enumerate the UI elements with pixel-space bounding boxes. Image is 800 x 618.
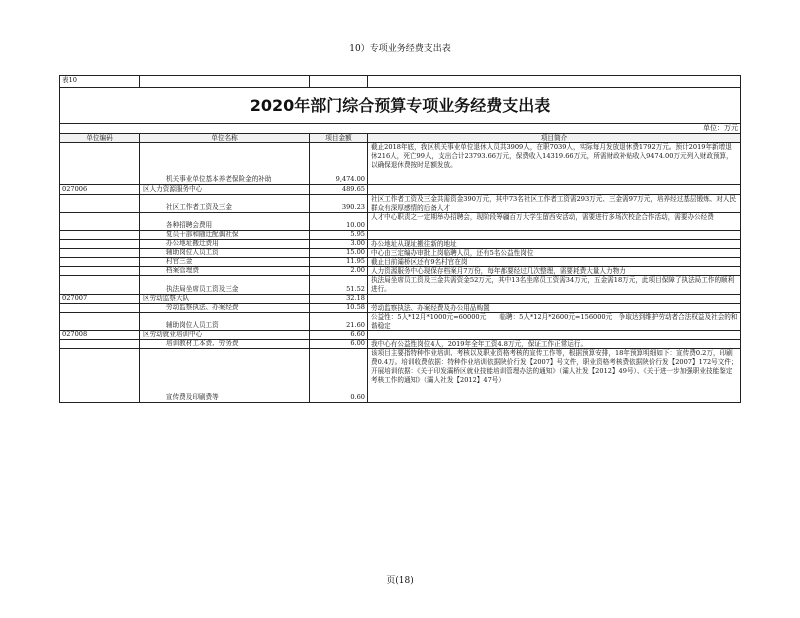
column-header: 单位名称	[140, 134, 310, 143]
amount-cell: 2.00	[310, 267, 368, 276]
unit-name-cell: 辅助岗位人员工资	[140, 249, 310, 258]
unit-name-cell: 办公地址搬迁费用	[140, 240, 310, 249]
unit-name-cell: 宣传费及印刷费等	[140, 349, 310, 403]
column-header: 单位编码	[60, 134, 140, 143]
page-footer: 页(18)	[386, 576, 414, 586]
table-row	[60, 249, 741, 258]
description-cell: 人才中心职责之一定期举办招聘会，现阶段筹疆百万大学生留西安活动，需要进行多场次校企合作活动，需要办公经费	[368, 213, 741, 231]
amount-cell: 3.00	[310, 240, 368, 249]
table-row	[60, 295, 741, 304]
unit-code-cell	[60, 240, 140, 249]
unit-code-cell	[60, 195, 140, 213]
unit-code-cell	[60, 267, 140, 276]
description-cell: 社区工作者工资及三金共需资金390万元，其中73名社区工作者工资需293万元、三金需97万元，培养经过基层锻炼、对人民群众有深厚感情的后备人才	[368, 195, 741, 213]
budget-table	[59, 75, 741, 403]
table-row	[60, 231, 741, 240]
table-row	[60, 267, 741, 276]
unit-code-cell: 027006	[60, 185, 140, 195]
table-row	[60, 276, 741, 295]
amount-cell: 10.00	[310, 213, 368, 231]
amount-cell: 15.00	[310, 249, 368, 258]
unit-name-cell: 区人力资源服务中心	[140, 185, 310, 195]
unit-code-cell	[60, 213, 140, 231]
unit-code-cell	[60, 258, 140, 267]
column-header: 项目简介	[368, 134, 741, 143]
unit-name-cell: 档案管理费	[140, 267, 310, 276]
description-cell: 我中心有公益性岗位4人，2019年全年工资4.8万元，保证工作正常运行。	[368, 340, 741, 349]
description-cell	[368, 231, 741, 240]
description-cell: 执法局坐席员工资及三金共需资金52万元，其中13名坐席员工资需34万元，五金需18万元，此项目保障了执法局工作的顺利进行。	[368, 276, 741, 295]
table-row	[60, 143, 741, 185]
amount-cell: 0.60	[310, 349, 368, 403]
title-row	[60, 88, 741, 124]
unit-code-cell: 027007	[60, 295, 140, 304]
description-cell: 截止2018年底，我区机关事业单位退休人员共3909人，在职7039人，实际每月发放退休费1792万元。预计2019年新增退休216人，死亡99人，支出合计23793.66万元，保费收入14319.66万元，所需财政补贴收入9474.00万元列入财政预算，以确保退休费按时足额发放。	[368, 143, 741, 185]
blank-cell	[310, 76, 368, 88]
table-row	[60, 340, 741, 349]
description-cell: 人力资源服务中心现保存档案月7万份，每年都要经过几次整理，需要耗费大量人力物力	[368, 267, 741, 276]
unit-name-cell: 培训教材工本费、劳务费	[140, 340, 310, 349]
description-cell: 截止目前灞桥区还有9名村官在岗	[368, 258, 741, 267]
unit-name-cell: 复员干部和随迁配偶社保	[140, 231, 310, 240]
blank-cell	[140, 76, 310, 88]
amount-cell: 9,474.00	[310, 143, 368, 185]
unit-name-cell: 劳动监察执法、办案经费	[140, 304, 310, 313]
unit-code-cell	[60, 231, 140, 240]
unit-name-cell: 辅助岗位人员工资	[140, 313, 310, 331]
unit-label: 单位：万元	[60, 124, 741, 134]
unit-code-cell	[60, 249, 140, 258]
unit-name-cell: 执法局坐席员工资及三金	[140, 276, 310, 295]
unit-code-cell	[60, 304, 140, 313]
unit-name-cell: 各种招聘会费用	[140, 213, 310, 231]
description-cell: 劳动监察执法、办案经费及办公用品购置	[368, 304, 741, 313]
description-cell: 办公地址从现址搬往新的地址	[368, 240, 741, 249]
unit-code-cell	[60, 340, 140, 349]
unit-name-cell: 区劳动就业培训中心	[140, 331, 310, 340]
unit-code-cell: 027008	[60, 331, 140, 340]
table-tag-row	[60, 76, 741, 88]
table-row	[60, 304, 741, 313]
page-header: 10）专项业务经费支出表	[349, 44, 451, 54]
unit-name-cell: 机关事业单位基本养老保险金的补助	[140, 143, 310, 185]
unit-code-cell	[60, 143, 140, 185]
unit-code-cell	[60, 313, 140, 331]
amount-cell: 489.65	[310, 185, 368, 195]
description-cell	[368, 185, 741, 195]
amount-cell: 32.18	[310, 295, 368, 304]
amount-cell: 11.95	[310, 258, 368, 267]
table-row	[60, 258, 741, 267]
description-cell: 该项目主要指特种作业培训、考核以及职业资格考核的宣传工作等，根据预算安排，18年预算明细如下：宣传费0.2万，印刷费0.4万。培训收费依据：特种作业培训依据陕价行发【2007】号文件，职业资格考核费依据陕价行发【2007】172号文件；开展培训依据：《关于印发灞桥区就业技能培训管理办法的通知》（灞人社发【2012】49号）、《关于进一步加强职业技能鉴定考核工作的通知》（灞人社发【2012】47号）	[368, 349, 741, 403]
unit-name-cell: 区劳动监察大队	[140, 295, 310, 304]
header-row	[60, 134, 741, 143]
unit-name-cell: 村官三金	[140, 258, 310, 267]
unit-name-cell: 社区工作者工资及三金	[140, 195, 310, 213]
description-cell	[368, 295, 741, 304]
table-tag: 表10	[60, 76, 140, 88]
table-row	[60, 195, 741, 213]
table-title: 2020年部门综合预算专项业务经费支出表	[60, 88, 741, 124]
blank-cell	[368, 76, 741, 88]
table-body	[60, 143, 741, 403]
amount-cell: 6.00	[310, 340, 368, 349]
table-row	[60, 240, 741, 249]
table-row	[60, 313, 741, 331]
description-cell: 公益性：5人*12月*1000元=60000元 临聘：5人*12月*2600元=156000元 争取达到维护劳动者合法权益及社会的和谐稳定	[368, 313, 741, 331]
column-header: 项目金额	[310, 134, 368, 143]
amount-cell: 5.95	[310, 231, 368, 240]
unit-code-cell	[60, 349, 140, 403]
unit-code-cell	[60, 276, 140, 295]
amount-cell: 6.60	[310, 331, 368, 340]
amount-cell: 390.23	[310, 195, 368, 213]
description-cell: 中心由三定编办审批上岗临聘人员，还有5名公益性岗位	[368, 249, 741, 258]
table-row	[60, 331, 741, 340]
amount-cell: 51.52	[310, 276, 368, 295]
description-cell	[368, 331, 741, 340]
table-row	[60, 185, 741, 195]
unit-row	[60, 124, 741, 134]
table-row	[60, 213, 741, 231]
amount-cell: 10.58	[310, 304, 368, 313]
table-row	[60, 349, 741, 403]
amount-cell: 21.60	[310, 313, 368, 331]
